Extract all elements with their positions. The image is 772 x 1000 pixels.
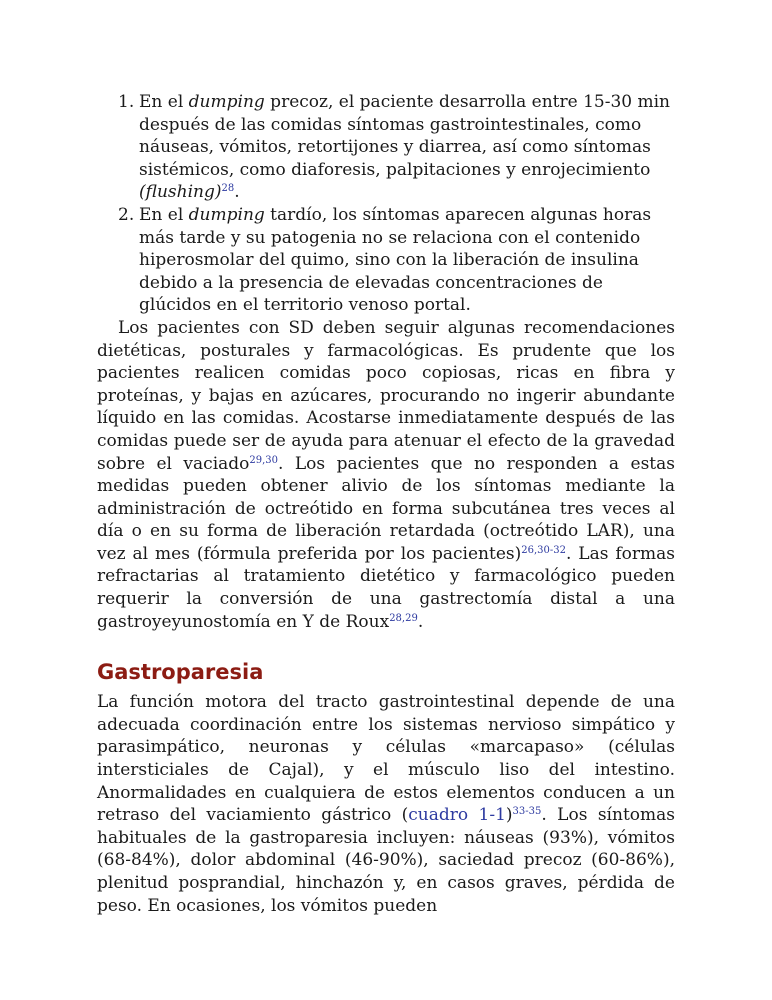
paragraph-text: Los pacientes con SD deben seguir algunas recomendaciones dietéticas, posturales y farmacológicas. Es prudente que los pacientes realicen comidas poco copiosas, ricas en fibra y proteínas, y bajas en azúcares, procurando no ingerir abundante líquido en las comidas. Acostarse inmediatamente después de las comidas puede ser de ayuda para atenuar el efecto de la gravedad sobre el vaciado [97,317,675,474]
table-link[interactable]: cuadro 1-1 [408,805,506,826]
list-text: En el [139,92,189,112]
italic-term: (flushing) [139,182,222,203]
reference-superscript[interactable]: 29,30 [249,454,279,466]
list-text: En el [139,204,189,225]
paragraph-text: . Los síntomas habituales de la gastroparesia incluyen: náuseas (93%), vómitos (68-84%), dolor abdominal (46-90%), saciedad precoz (60-86%), plenitud posprandial, hinchazón y, en casos graves, pérdida de peso. En ocasiones, los vómitos pueden [97,805,675,916]
list-text: precoz, el paciente desarrolla entre 15-30 min después de las comidas síntomas gastrointestinales, como náuseas, vómitos, retortijones y diarrea, así como síntomas sistémicos, como diaforesis, palpitaciones y enrojecimiento [139,92,671,180]
document-body [97,91,675,917]
list-number: 1. [118,92,135,112]
reference-superscript[interactable]: 28 [221,183,235,195]
list-item-late-dumping [97,204,675,317]
paragraph-treatment [97,317,675,633]
italic-term: dumping [188,204,265,225]
paragraph-text: ) [505,805,513,826]
reference-superscript[interactable]: 33-35 [512,806,542,818]
paragraph-text: . [417,611,424,632]
section-heading: Gastroparesia [97,660,264,685]
paragraph-gastroparesis [97,691,675,917]
paragraph-text: . Las formas refractarias al tratamiento dietético y farmacológico pueden requerir la conversión de una gastrectomía distal a una gastroyeyunostomía en Y de Roux [97,543,675,632]
italic-term: dumping [188,92,265,112]
list-text: tardío, los síntomas aparecen algunas horas más tarde y su patogenia no se relaciona con el contenido hiperosmolar del quimo, sino con la liberación de insulina debido a la presencia de elevadas concentraciones de glúcidos en el territorio venoso portal. [139,204,652,316]
list-item-early-dumping [97,91,675,204]
reference-superscript[interactable]: 28,29 [389,612,418,624]
list-text: . [234,182,240,203]
list-number: 2. [118,204,135,225]
reference-superscript[interactable]: 26,30-32 [521,544,566,556]
paragraph-text: . Los pacientes que no responden a estas medidas pueden obtener alivio de los síntomas mediante la administración de octreótido en forma subcutánea tres veces al día o en su forma de liberación retardada (octreótido LAR), una vez al mes (fórmula preferida por los pacientes) [97,453,675,564]
paragraph-text: La función motora del tracto gastrointestinal depende de una adecuada coordinación entre los sistemas nervioso simpático y parasimpático, neuronas y células «marcapaso» (células intersticiales de Cajal), y el músculo liso del intestino. Anormalidades en cualquiera de estos elementos conducen a un retraso del vaciamiento gástrico ( [97,692,675,826]
dumping-types-list [97,91,675,317]
